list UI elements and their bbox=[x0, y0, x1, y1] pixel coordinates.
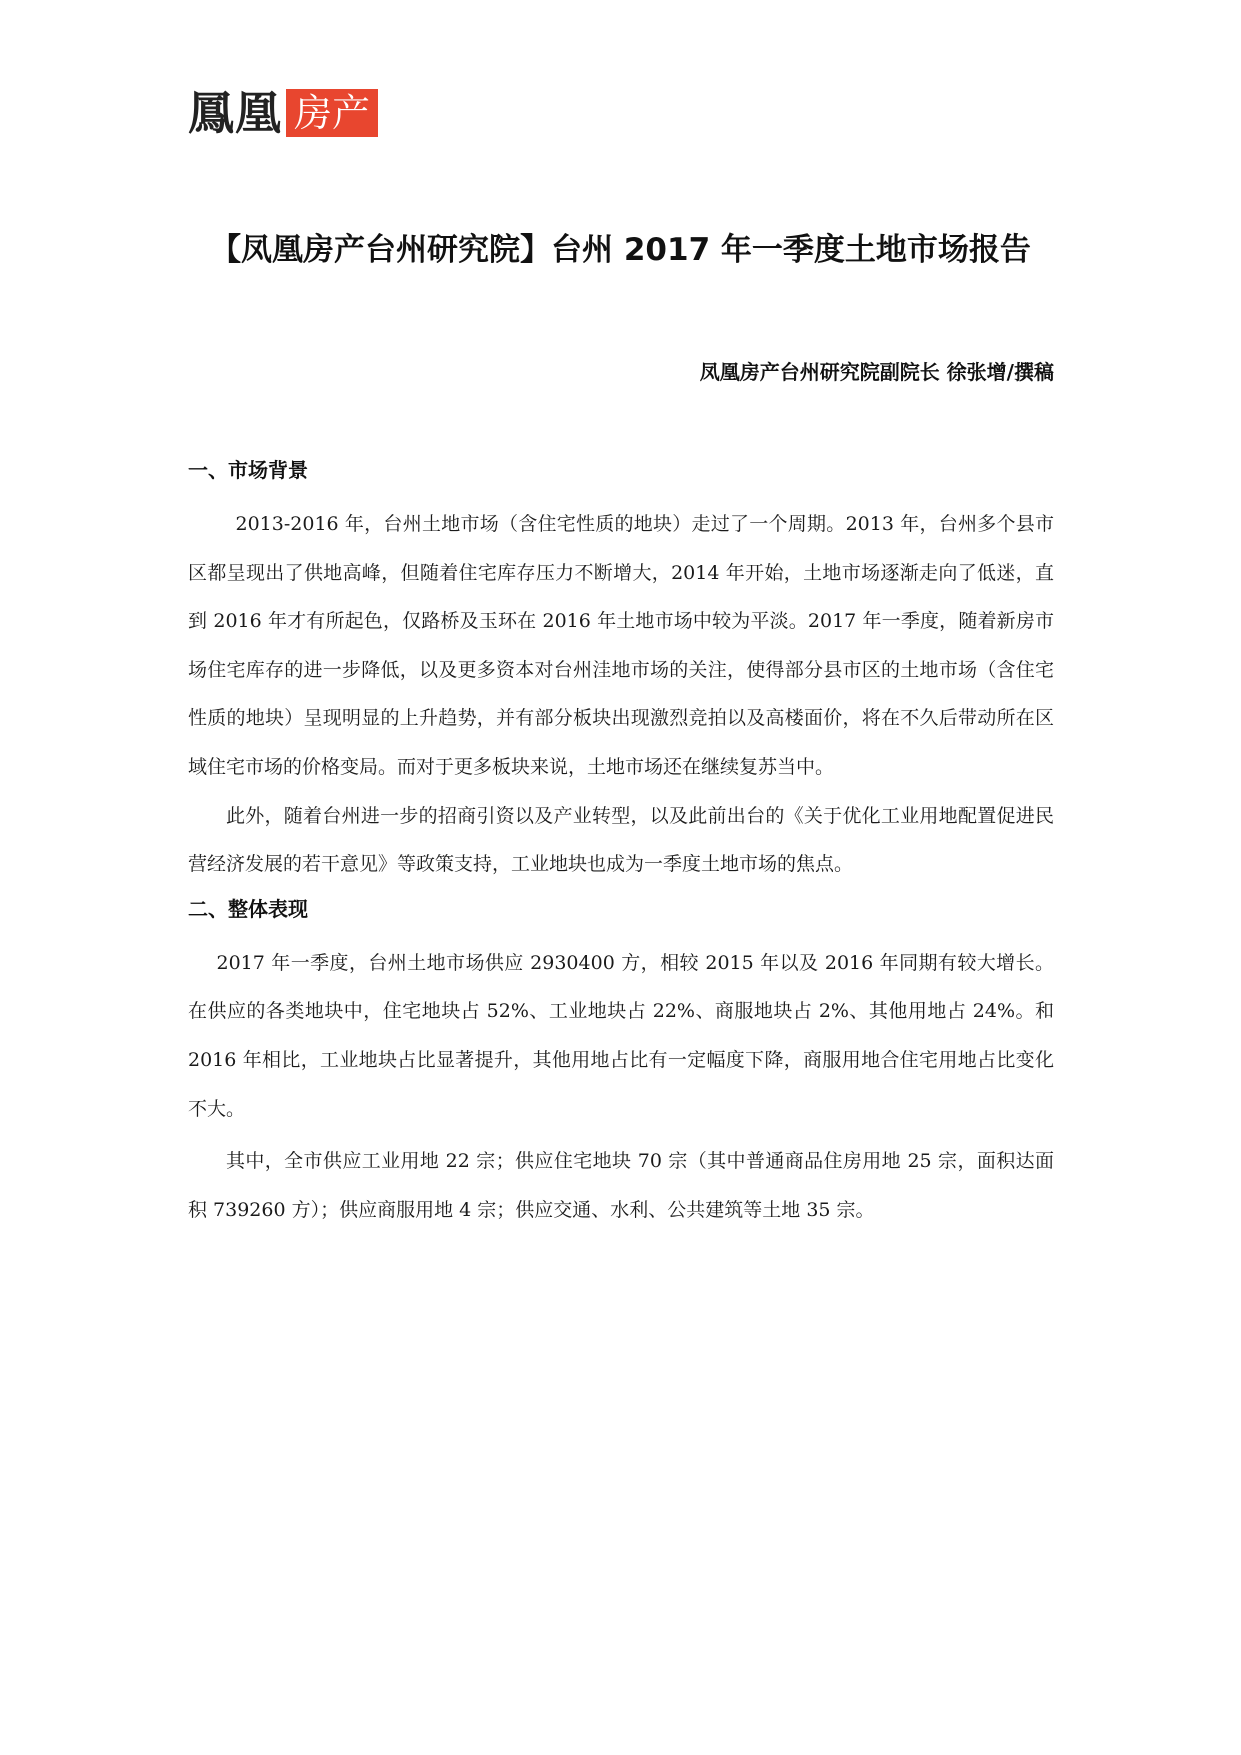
document-body bbox=[188, 452, 1054, 1234]
author-byline: 凤凰房产台州研究院副院长 徐张增/撰稿 bbox=[699, 360, 1054, 384]
logo-main-text: 鳳凰 bbox=[188, 86, 282, 140]
section-heading-overall-performance: 二、整体表现 bbox=[188, 896, 308, 921]
logo-sub-badge: 房产 bbox=[286, 89, 378, 137]
document-title: 【凤凰房产台州研究院】台州 2017 年一季度土地市场报告 bbox=[210, 232, 1031, 268]
section-heading-market-background: 一、市场背景 bbox=[188, 458, 308, 482]
paragraph: 此外，随着台州进一步的招商引资以及产业转型，以及此前出台的《关于优化工业用地配置促进民营经济发展的若干意见》等政策支持，工业地块也成为一季度土地市场的焦点。 bbox=[188, 804, 1054, 876]
paragraph: 2013-2016 年，台州土地市场（含住宅性质的地块）走过了一个周期。2013 年，台州多个县市区都呈现出了供地高峰，但随着住宅库存压力不断增大，2014 年开始，土地市场逐渐走向了低迷，直到 2016 年才有所起色，仅路桥及玉环在 2016 年土地市场中较为平淡。2017 年一季度，随着新房市场住宅库存的进一步降低，以及更多资本对台州洼地市场的关注，使得部分县市区的土地市场（含住宅性质的地块）呈现明显的上升趋势，并有部分板块出现激烈竞拍以及高楼面价，将在不久后带动所在区域住宅市场的价格变局。而对于更多板块来说，土地市场还在继续复苏当中。 bbox=[188, 513, 1054, 778]
logo bbox=[188, 88, 378, 138]
paragraph: 2017 年一季度，台州土地市场供应 2930400 方，相较 2015 年以及 2016 年同期有较大增长。在供应的各类地块中，住宅地块占 52%、工业地块占 22%、商服地块占 2%、其他用地占 24%。和 2016 年相比，工业地块占比显著提升，其他用地占比有一定幅度下降，商服用地合住宅用地占比变化不大。 bbox=[188, 951, 1054, 1120]
paragraph: 其中，全市供应工业用地 22 宗；供应住宅地块 70 宗（其中普通商品住房用地 25 宗，面积达面积 739260 方）；供应商服用地 4 宗；供应交通、水利、公共建筑等土地 35 宗。 bbox=[188, 1150, 1054, 1221]
